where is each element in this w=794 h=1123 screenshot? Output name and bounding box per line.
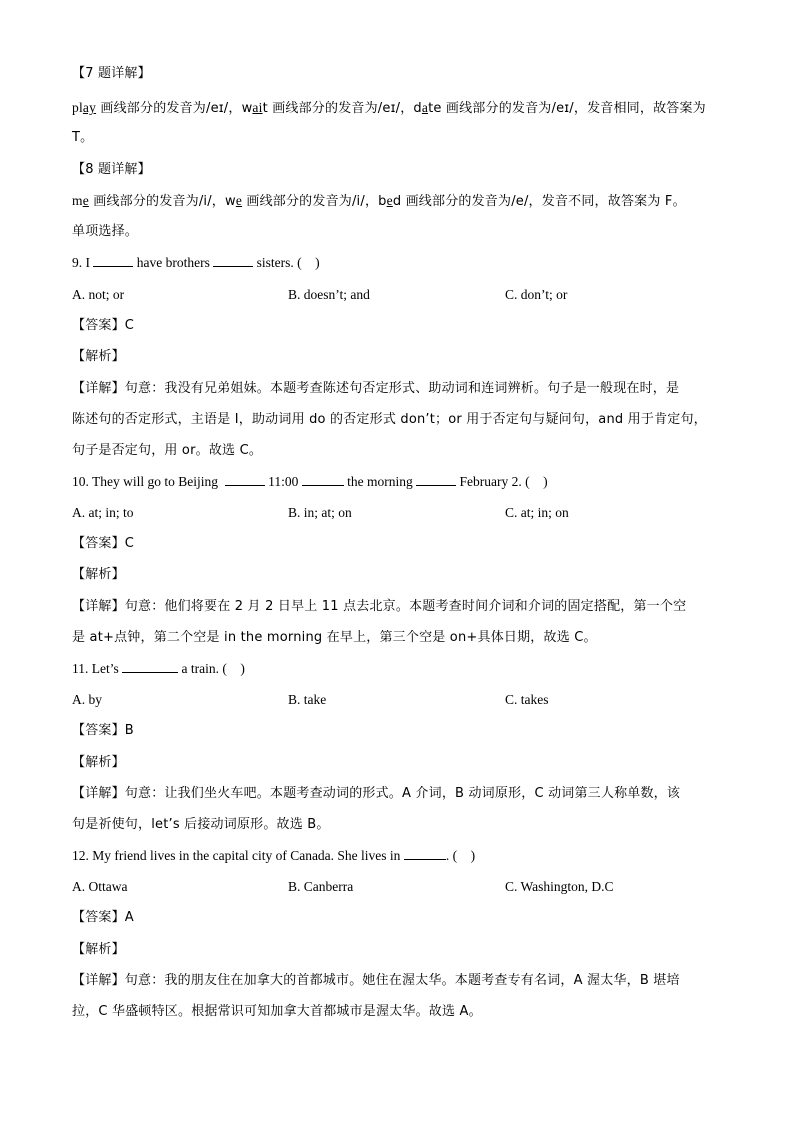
q8-explanation-line1: me 画线部分的发音为/i/，we 画线部分的发音为/i/，bed 画线部分的发音为/e/，发音不同，故答案为 F。 [72,193,686,209]
q7-header: 【7 题详解】 [72,66,151,81]
q10-detail-line1: 【详解】句意：他们将要在 2 月 2 日早上 11 点去北京。本题考查时间介词和介词的固定搭配，第一个空 [72,599,687,614]
q8-header: 【8 题详解】 [72,162,151,177]
q7-explanation-line2: T。 [72,130,94,145]
q12-option-c: C. Washington, D.C [505,879,614,894]
q9-detail-line3: 句子是否定句，用 or。故选 C。 [72,443,263,458]
q9-analysis-label: 【解析】 [72,349,125,364]
q11-option-c: C. takes [505,692,549,707]
q9-detail-line2: 陈述句的否定形式，主语是 I，助动词用 do 的否定形式 don’t；or 用于否定句与疑问句，and 用于肯定句， [72,412,707,427]
q12-option-a: A. Ottawa [72,879,128,894]
q7-explanation-line1: play 画线部分的发音为/eɪ/，wait 画线部分的发音为/eɪ/，date 画线部分的发音为/eɪ/，发音相同，故答案为 [72,100,706,116]
q9-option-c: C. don’t; or [505,287,568,302]
q10-answer: 【答案】C [72,536,135,551]
q12-detail-line1: 【详解】句意：我的朋友住在加拿大的首都城市。她住在渥太华。本题考查专有名词，A 渥太华，B 堪培 [72,973,680,988]
q12-detail-line2: 拉，C 华盛顿特区。根据常识可知加拿大首都城市是渥太华。故选 A。 [72,1004,482,1019]
q11-stem: 11. Let’s a train. ( ) [72,661,245,676]
q9-option-b: B. doesn’t; and [288,287,370,302]
q9-answer: 【答案】C [72,318,135,333]
q12-stem: 12. My friend lives in the capital city of Canada. She lives in . ( ) [72,848,476,863]
q10-option-a: A. at; in; to [72,505,134,520]
section-title: 单项选择。 [72,224,139,239]
q10-option-b: B. in; at; on [288,505,352,520]
q10-analysis-label: 【解析】 [72,567,125,582]
q11-answer: 【答案】B [72,723,134,738]
q10-option-c: C. at; in; on [505,505,569,520]
q10-stem: 10. They will go to Beijing 11:00 the morning February 2. ( ) [72,474,548,489]
q11-option-a: A. by [72,692,102,707]
q12-option-b: B. Canberra [288,879,354,894]
q9-option-a: A. not; or [72,287,125,302]
q11-detail-line2: 句是祈使句，let’s 后接动词原形。故选 B。 [72,817,330,832]
q11-option-b: B. take [288,692,327,707]
q11-analysis-label: 【解析】 [72,755,125,770]
q12-analysis-label: 【解析】 [72,942,125,957]
q11-detail-line1: 【详解】句意：让我们坐火车吧。本题考查动词的形式。A 介词，B 动词原形，C 动词第三人称单数，该 [72,786,681,801]
q12-answer: 【答案】A [72,910,134,925]
q9-stem: 9. I have brothers sisters. ( ) [72,255,320,270]
q10-detail-line2: 是 at+点钟，第二个空是 in the morning 在早上，第三个空是 on+具体日期，故选 C。 [72,630,597,645]
q9-detail-line1: 【详解】句意：我没有兄弟姐妹。本题考查陈述句否定形式、助动词和连词辨析。句子是一般现在时，是 [72,381,680,396]
